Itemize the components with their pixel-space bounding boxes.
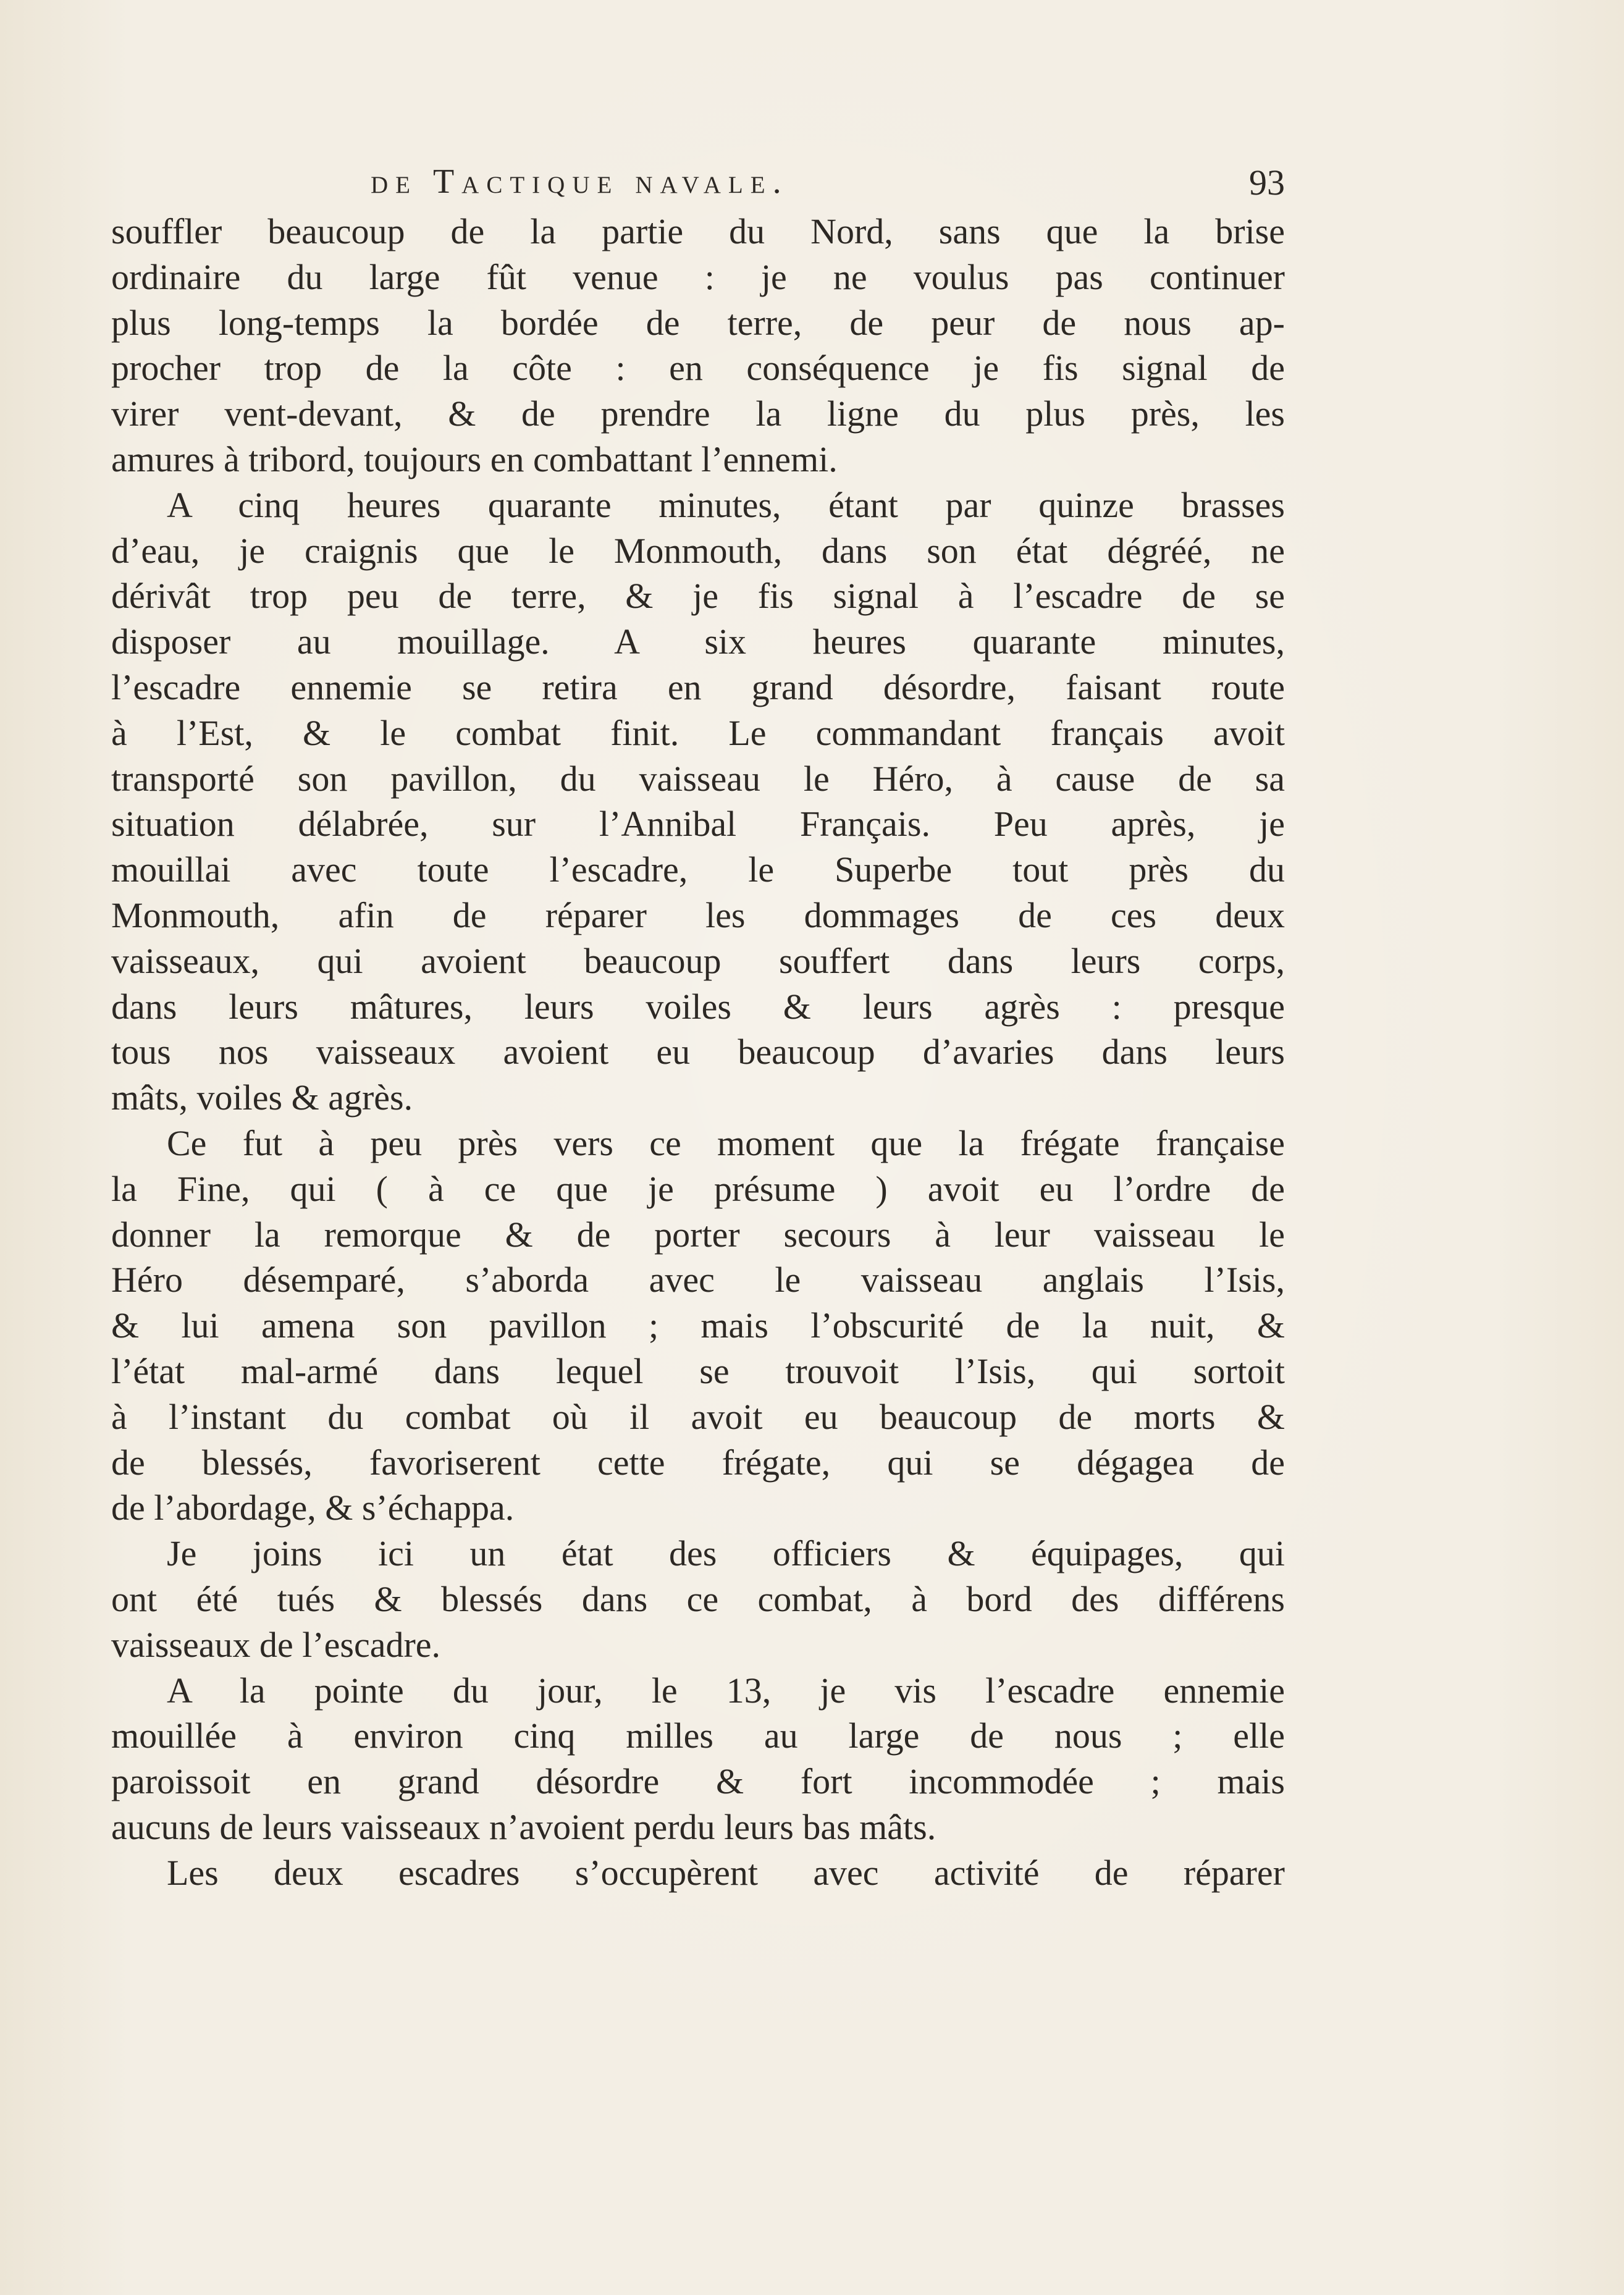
text-line: vaisseaux, qui avoient beaucoup souffert dans leurs corps, <box>111 940 1285 981</box>
text-line: & lui amena son pavillon ; mais l’obscurité de la nuit, & <box>111 1305 1285 1346</box>
text-line: disposer au mouillage. A six heures quarante minutes, <box>111 621 1285 662</box>
text-line: tous nos vaisseaux avoient eu beaucoup d’avaries dans leurs <box>111 1032 1285 1072</box>
running-title: de Tactique navale. <box>371 162 789 201</box>
text-line: Ce fut à peu près vers ce moment que la frégate française <box>167 1122 1285 1163</box>
text-line: plus long-temps la bordée de terre, de peur de nous ap- <box>111 302 1285 343</box>
text-line: souffler beaucoup de la partie du Nord, sans que la brise <box>111 211 1285 251</box>
text-line: de l’abordage, & s’échappa. <box>111 1488 515 1528</box>
text-line: A cinq heures quarante minutes, étant par quinze brasses <box>167 484 1285 525</box>
text-line: de blessés, favoriserent cette frégate, qui se dégagea de <box>111 1442 1285 1483</box>
text-line: à l’Est, & le combat finit. Le commandant français avoit <box>111 712 1285 753</box>
text-line: l’état mal-armé dans lequel se trouvoit l’Isis, qui sortoit <box>111 1350 1285 1391</box>
text-line: paroissoit en grand désordre & fort incommodée ; mais <box>111 1761 1285 1802</box>
page-number: 93 <box>1249 162 1285 203</box>
text-line: amures à tribord, toujours en combattant l’ennemi. <box>111 439 838 479</box>
text-line: Monmouth, afin de réparer les dommages de ces deux <box>111 895 1285 935</box>
text-line: vaisseaux de l’escadre. <box>111 1624 441 1665</box>
text-line: la Fine, qui ( à ce que je présume ) avoit eu l’ordre de <box>111 1168 1285 1209</box>
text-line: virer vent-devant, & de prendre la ligne du plus près, les <box>111 394 1285 434</box>
text-line: Héro désemparé, s’aborda avec le vaisseau anglais l’Isis, <box>111 1260 1285 1300</box>
text-line: Je joins ici un état des officiers & équipages, qui <box>167 1533 1285 1574</box>
text-line: mouillée à environ cinq milles au large de nous ; elle <box>111 1716 1285 1756</box>
text-line: procher trop de la côte : en conséquence je fis signal de <box>111 348 1285 389</box>
text-line: ordinaire du large fût venue : je ne voulus pas continuer <box>111 256 1285 297</box>
text-line: mouillai avec toute l’escadre, le Superbe tout près du <box>111 849 1285 890</box>
text-line: dans leurs mâtures, leurs voiles & leurs agrès : presque <box>111 986 1285 1027</box>
body-text <box>111 209 1285 1895</box>
text-line: mâts, voiles & agrès. <box>111 1077 413 1118</box>
text-line: ont été tués & blessés dans ce combat, à bord des différens <box>111 1578 1285 1619</box>
text-line: d’eau, je craignis que le Monmouth, dans son état dégréé, ne <box>111 530 1285 571</box>
text-line: donner la remorque & de porter secours à leur vaisseau le <box>111 1214 1285 1255</box>
text-line: dérivât trop peu de terre, & je fis signal à l’escadre de se <box>111 576 1285 617</box>
text-line: aucuns de leurs vaisseaux n’avoient perdu leurs bas mâts. <box>111 1806 936 1847</box>
text-line: situation délabrée, sur l’Annibal Français. Peu après, je <box>111 804 1285 844</box>
text-line: A la pointe du jour, le 13, je vis l’escadre ennemie <box>167 1670 1285 1711</box>
page-header <box>111 162 1285 205</box>
text-line: à l’instant du combat où il avoit eu beaucoup de morts & <box>111 1396 1285 1437</box>
text-line: transporté son pavillon, du vaisseau le Héro, à cause de sa <box>111 758 1285 799</box>
text-line: l’escadre ennemie se retira en grand désordre, faisant route <box>111 667 1285 707</box>
text-line: Les deux escadres s’occupèrent avec activité de réparer <box>167 1852 1285 1893</box>
